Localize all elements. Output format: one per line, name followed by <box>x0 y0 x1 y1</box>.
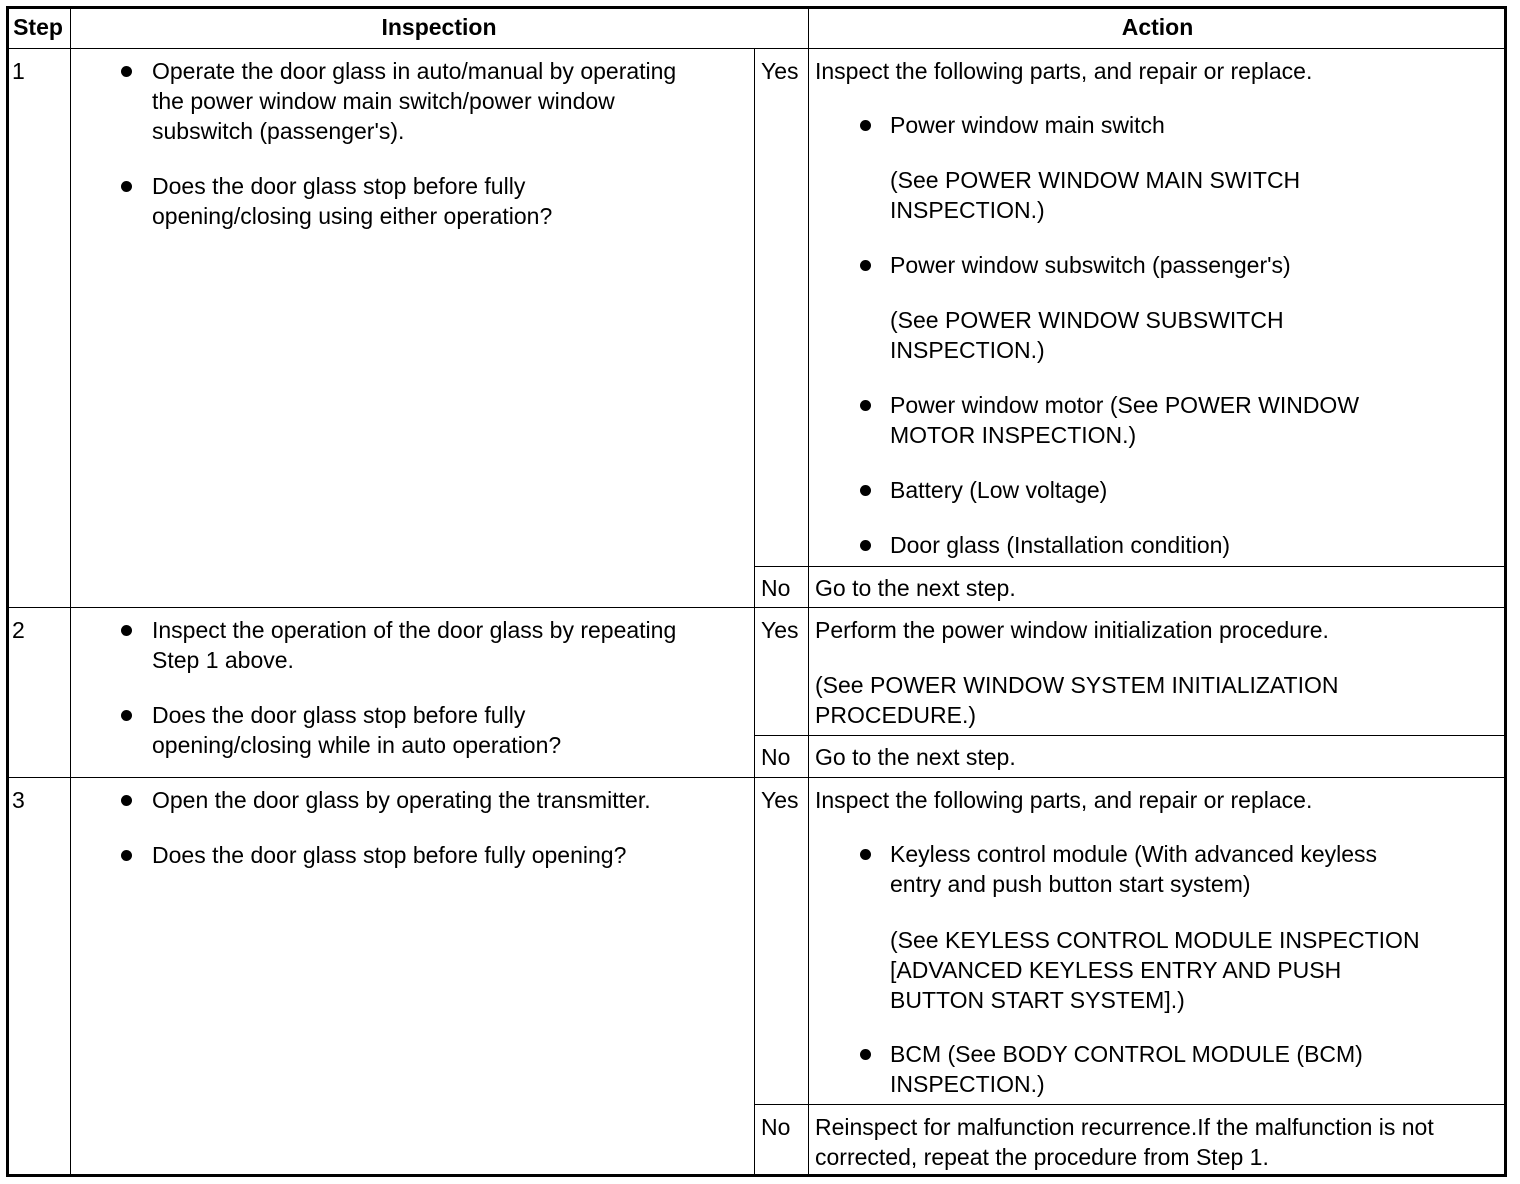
bullet-icon <box>860 400 871 411</box>
yes-label: Yes <box>761 617 799 643</box>
bullet-icon <box>121 66 132 77</box>
yes-label: Yes <box>761 787 799 813</box>
no-label: No <box>761 744 791 770</box>
action-intro: Inspect the following parts, and repair or replace. <box>815 787 1313 813</box>
yes-no-divider <box>754 566 1507 567</box>
bullet-icon <box>121 181 132 192</box>
yes-label: Yes <box>761 58 799 84</box>
inspection-item: Does the door glass stop before fully opening/closing while in auto operation? <box>152 702 562 758</box>
col-divider-action <box>808 6 809 1177</box>
header-step: Step <box>13 14 63 40</box>
step-number: 3 <box>12 787 25 813</box>
bullet-icon <box>860 1049 871 1060</box>
bullet-icon <box>121 710 132 721</box>
action-item-reference: (See POWER WINDOW SUBSWITCH INSPECTION.) <box>890 307 1284 363</box>
no-action: Reinspect for malfunction recurrence.If the malfunction is not corrected, repeat the procedure from Step 1. <box>815 1114 1434 1170</box>
no-action: Go to the next step. <box>815 575 1016 601</box>
bullet-icon <box>860 120 871 131</box>
inspection-item: Does the door glass stop before fully opening? <box>152 842 627 868</box>
inspection-item: Open the door glass by operating the transmitter. <box>152 787 651 813</box>
action-intro: Inspect the following parts, and repair or replace. <box>815 58 1313 84</box>
bullet-icon <box>121 850 132 861</box>
header-action: Action <box>1121 14 1194 40</box>
action-item: Battery (Low voltage) <box>890 477 1108 503</box>
action-item: Power window main switch <box>890 112 1165 138</box>
bullet-icon <box>860 540 871 551</box>
row-divider <box>6 607 1507 608</box>
col-divider-step <box>70 6 71 1177</box>
bullet-icon <box>860 849 871 860</box>
yes-no-divider <box>754 735 1507 736</box>
inspection-item: Does the door glass stop before fully opening/closing using either operation? <box>152 173 553 229</box>
inspection-item: Operate the door glass in auto/manual by operating the power window main switch/power window subswitch (passenger's). <box>152 58 677 144</box>
action-reference: (See POWER WINDOW SYSTEM INITIALIZATION PROCEDURE.) <box>815 672 1339 728</box>
bullet-icon <box>121 625 132 636</box>
action-item-reference: (See KEYLESS CONTROL MODULE INSPECTION [ADVANCED KEYLESS ENTRY AND PUSH BUTTON START SYSTEM].) <box>890 927 1420 1013</box>
no-label: No <box>761 575 791 601</box>
no-label: No <box>761 1114 791 1140</box>
action-intro: Perform the power window initialization procedure. <box>815 617 1329 643</box>
bullet-icon <box>121 795 132 806</box>
action-item-reference: (See POWER WINDOW MAIN SWITCH INSPECTION.) <box>890 167 1301 223</box>
col-divider-yesno <box>754 48 755 1177</box>
bullet-icon <box>860 485 871 496</box>
step-number: 1 <box>12 58 25 84</box>
inspection-item: Inspect the operation of the door glass by repeating Step 1 above. <box>152 617 677 673</box>
no-action: Go to the next step. <box>815 744 1016 770</box>
row-divider <box>6 777 1507 778</box>
action-item: Power window motor (See POWER WINDOW MOTOR INSPECTION.) <box>890 392 1360 448</box>
step-number: 2 <box>12 617 25 643</box>
header-inspection: Inspection <box>381 14 497 40</box>
yes-no-divider <box>754 1104 1507 1105</box>
action-item: Keyless control module (With advanced keyless entry and push button start system) <box>890 841 1378 897</box>
action-item: Power window subswitch (passenger's) <box>890 252 1291 278</box>
bullet-icon <box>860 260 871 271</box>
action-item: Door glass (Installation condition) <box>890 532 1231 558</box>
action-item: BCM (See BODY CONTROL MODULE (BCM) INSPECTION.) <box>890 1041 1363 1097</box>
